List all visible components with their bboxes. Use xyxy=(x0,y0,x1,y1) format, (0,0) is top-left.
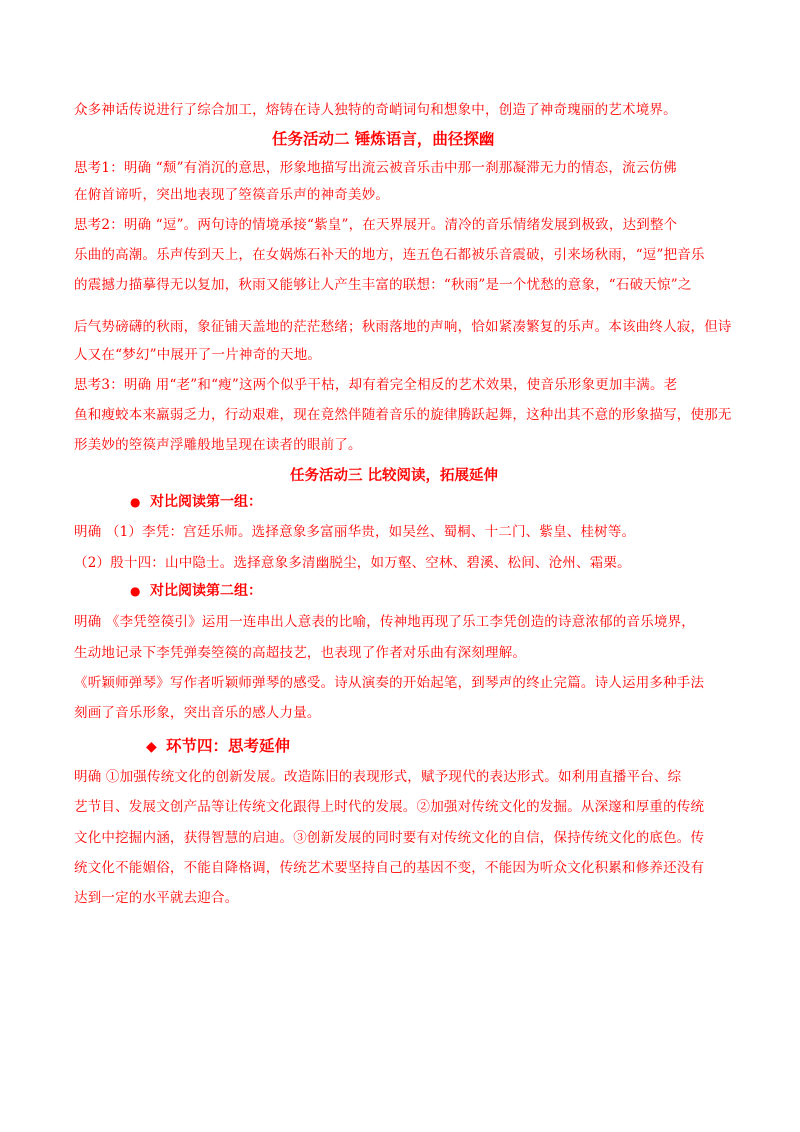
paragraph-line: （2）殷十四：山中隐士。选择意象多清幽脱尘，如万壑、空林、碧溪、松间、沧州、霜栗。 xyxy=(74,555,631,571)
paragraph-line: 统文化不能媚俗，不能自降格调，传统艺术要坚持自己的基因不变，不能因为听众文化积累和修养还没有 xyxy=(74,860,705,876)
paragraph-line: 《听颖师弹琴》写作者听颖师弹琴的感受。诗从演奏的开始起笔，到琴声的终止完篇。诗人运用多种手法 xyxy=(74,675,705,691)
paragraph-line: 刻画了音乐形象，突出音乐的感人力量。 xyxy=(74,705,321,721)
paragraph-line: 明确 ①加强传统文化的创新发展。改造陈旧的表现形式，赋予现代的表达形式。如利用直播平台、综 xyxy=(74,769,682,785)
black-circle-bullet-icon: ● xyxy=(130,495,141,509)
section-heading-task-three: 任务活动三 比较阅读，拓展延伸 xyxy=(290,467,499,484)
paragraph-line: 在俯首谛听，突出地表现了箜篌音乐声的神奇美妙。 xyxy=(74,187,390,203)
paragraph-line: 形美妙的箜篌声浮雕般地呈现在读者的眼前了。 xyxy=(74,437,362,453)
paragraph-line: 的震撼力描摹得无以复加，秋雨又能够让人产生丰富的联想：“秋雨”是一个忧愁的意象，“石破天惊”之 xyxy=(74,277,692,293)
paragraph-line: 明确 （1）李凭：宫廷乐师。选择意象多富丽华贵，如吴丝、蜀桐、十二门、紫皇、桂树等。 xyxy=(74,524,636,540)
paragraph-line: 众多神话传说进行了综合加工，熔铸在诗人独特的奇峭词句和想象中，创造了神奇瑰丽的艺术境界。 xyxy=(74,102,677,118)
paragraph-line: 后气势磅礴的秋雨，象征铺天盖地的茫茫愁绪；秋雨落地的声响，恰如紧凑繁复的乐声。本该曲终人寂，但诗 xyxy=(74,319,732,335)
comparison-group-one-label: 对比阅读第一组： xyxy=(150,494,262,510)
section-heading-task-two: 任务活动二 锤炼语言，曲径探幽 xyxy=(272,129,495,148)
paragraph-line: 文化中挖掘内涵，获得智慧的启迪。③创新发展的同时要有对传统文化的自信，保持传统文化的底色。传 xyxy=(74,830,705,846)
comparison-group-two-label: 对比阅读第二组： xyxy=(150,583,262,599)
paragraph-line: 鱼和瘦蛟本来羸弱乏力，行动艰难，现在竟然伴随着音乐的旋律腾跃起舞，这种出其不意的形象描写，使那无 xyxy=(74,407,732,423)
paragraph-line: 明确 《李凭箜篌引》运用一连串出人意表的比喻，传神地再现了乐工李凭创造的诗意浓郁的音乐境界， xyxy=(74,614,695,630)
paragraph-line: 思考1：明确 “颓”有消沉的意思，形象地描写出流云被音乐击中那一刹那凝滞无力的情态，流云仿佛 xyxy=(74,160,677,176)
paragraph-line: 思考2：明确 “逗”。两句诗的情境承接“紫皇”，在天界展开。清冷的音乐情绪发展到极致，达到整个 xyxy=(74,217,678,233)
comparison-group-one-heading xyxy=(130,493,262,511)
paragraph-line: 思考3：明确 用“老”和“瘦”这两个似乎干枯，却有着完全相反的艺术效果，使音乐形象更加丰满。老 xyxy=(74,377,678,393)
section-heading-step-four xyxy=(146,736,800,757)
section-heading-step-four-label: 环节四：思考延伸 xyxy=(166,736,291,755)
paragraph-line: 达到一定的水平就去迎合。 xyxy=(74,890,239,906)
paragraph-line: 乐曲的高潮。乐声传到天上，在女娲炼石补天的地方，连五色石都被乐音震破，引来场秋雨，“逗”把音乐 xyxy=(74,247,705,263)
paragraph-line: 艺节目、发展文创产品等让传统文化跟得上时代的发展。②加强对传统文化的发掘。从深邃和厚重的传统 xyxy=(74,799,705,815)
black-diamond-bullet-icon: ◆ xyxy=(146,739,157,755)
black-circle-bullet-icon: ● xyxy=(130,584,141,598)
paragraph-line: 人又在“梦幻”中展开了一片神奇的天地。 xyxy=(74,347,322,363)
comparison-group-two-heading xyxy=(130,582,262,600)
paragraph-line: 生动地记录下李凭弹奏箜篌的高超技艺，也表现了作者对乐曲有深刻理解。 xyxy=(74,645,527,661)
